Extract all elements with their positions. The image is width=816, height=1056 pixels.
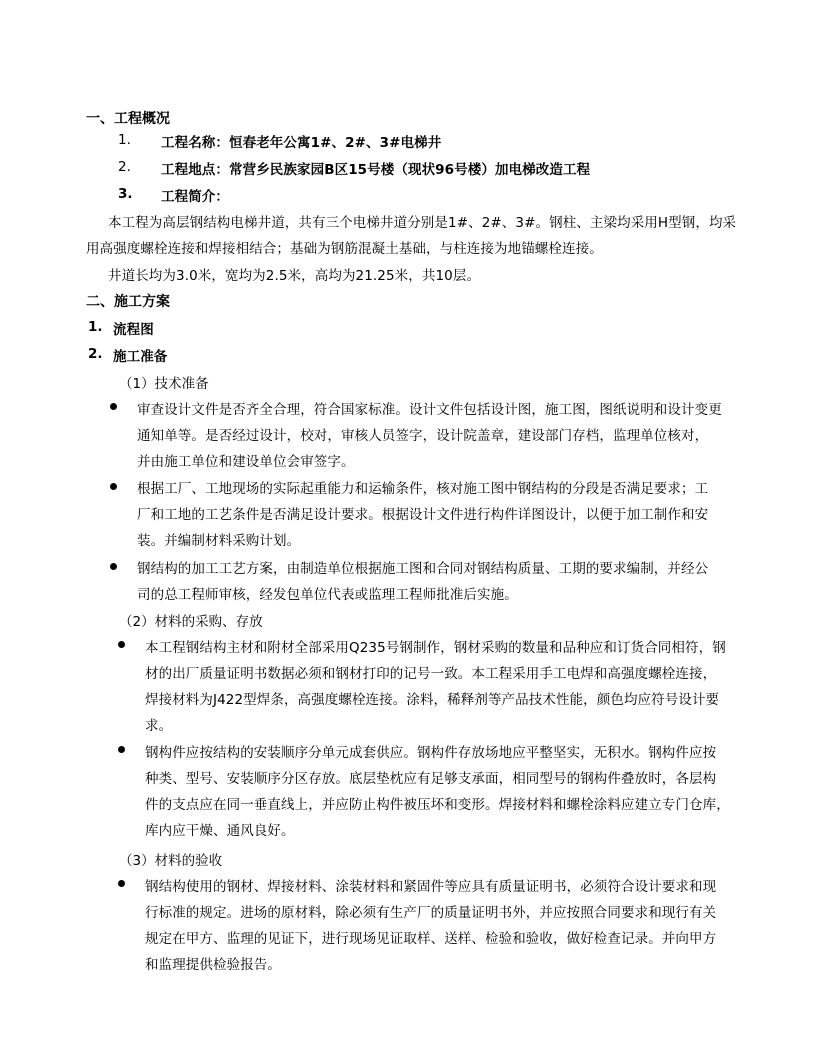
preparation-label: 施工准备 — [113, 349, 168, 365]
intro-line: 井道长均为3.0米，宽均为2.5米，高均为21.25米，共10层。 — [108, 268, 481, 284]
subsection-title: （1）技术准备 — [119, 376, 209, 392]
paragraph-line: 装。并编制材料采购计划。 — [137, 533, 301, 549]
section-heading-plan: 二、施工方案 — [86, 294, 170, 310]
bullet-icon — [110, 403, 117, 410]
paragraph-line: 钢结构使用的钢材、焊接材料、涂装材料和紧固件等应具有质量证明书，必须符合设计要求和现 — [145, 879, 717, 895]
project-name: 工程名称：恒春老年公寓1#、2#、3#电梯井 — [161, 135, 442, 151]
bullet-icon — [118, 641, 125, 648]
item-number: 3. — [118, 186, 133, 202]
paragraph-line: 根据工厂、工地现场的实际起重能力和运输条件，核对施工图中钢结构的分段是否满足要求；工 — [137, 481, 709, 497]
paragraph-line: 库内应干燥、通风良好。 — [145, 823, 295, 839]
paragraph-line: 行标准的规定。进场的原材料，除必须有生产厂的质量证明书外，并应按照合同要求和现行有关 — [145, 905, 717, 921]
paragraph-line: 司的总工程师审核，经发包单位代表或监理工程师批准后实施。 — [137, 587, 518, 603]
item-number: 2. — [88, 346, 103, 362]
paragraph-line: 材的出厂质量证明书数据必须和钢材打印的记号一致。本工程采用手工电焊和高强度螺栓连接， — [145, 666, 717, 682]
item-number: 1. — [88, 319, 103, 335]
intro-line: 用高强度螺栓连接和焊接相结合；基础为钢筋混凝土基础，与柱连接为地锚螺栓连接。 — [86, 241, 603, 257]
bullet-icon — [110, 483, 117, 490]
project-location: 工程地点：常营乡民族家园B区15号楼（现状96号楼）加电梯改造工程 — [161, 162, 591, 178]
section-heading-overview: 一、工程概况 — [86, 111, 170, 127]
paragraph-line: 钢结构的加工工艺方案，由制造单位根据施工图和合同对钢结构质量、工期的要求编制，并经公 — [137, 561, 709, 577]
bullet-icon — [118, 880, 125, 887]
paragraph-line: 通知单等。是否经过设计，校对，审核人员签字，设计院盖章，建设部门存档，监理单位核对， — [137, 428, 709, 444]
item-number: 2. — [118, 159, 131, 175]
paragraph-line: 种类、型号、安装顺序分区存放。底层垫枕应有足够支承面，相同型号的钢构件叠放时，各层构 — [145, 771, 717, 787]
paragraph-line: 厂和工地的工艺条件是否满足设计要求。根据设计文件进行构件详图设计，以便于加工制作和安 — [137, 507, 709, 523]
subsection-title: （2）材料的采购、存放 — [119, 614, 263, 630]
bullet-icon — [118, 746, 125, 753]
paragraph-line: 件的支点应在同一垂直线上，并应防止构件被压坏和变形。焊接材料和螺栓涂料应建立专门仓库， — [145, 797, 730, 813]
paragraph-line: 钢构件应按结构的安装顺序分单元成套供应。钢构件存放场地应平整坚实，无积水。钢构件应按 — [145, 745, 717, 761]
paragraph-line: 和监理提供检验报告。 — [145, 957, 281, 973]
paragraph-line: 本工程钢结构主材和附材全部采用Q235号钢制作，钢材采购的数量和品种应和订货合同相符，钢 — [145, 640, 726, 656]
paragraph-line: 求。 — [145, 718, 173, 734]
paragraph-line: 并由施工单位和建设单位会审签字。 — [137, 454, 355, 470]
intro-line: 本工程为高层钢结构电梯井道，共有三个电梯井道分别是1#、2#、3#。钢柱、主梁均采用H型钢，均采 — [108, 215, 737, 231]
paragraph-line: 规定在甲方、监理的见证下，进行现场见证取样、送样、检验和验收，做好检查记录。并向甲方 — [145, 931, 717, 947]
flowchart-label: 流程图 — [113, 322, 154, 338]
subsection-title: （3）材料的验收 — [119, 853, 223, 869]
paragraph-line: 审查设计文件是否齐全合理，符合国家标准。设计文件包括设计图，施工图，图纸说明和设计变更 — [137, 402, 722, 418]
item-number: 1. — [118, 132, 131, 148]
bullet-icon — [110, 563, 117, 570]
project-intro-label: 工程简介： — [161, 189, 229, 205]
paragraph-line: 焊接材料为J422型焊条，高强度螺栓连接。涂料，稀释剂等产品技术性能，颜色均应符号设计要 — [145, 692, 720, 708]
